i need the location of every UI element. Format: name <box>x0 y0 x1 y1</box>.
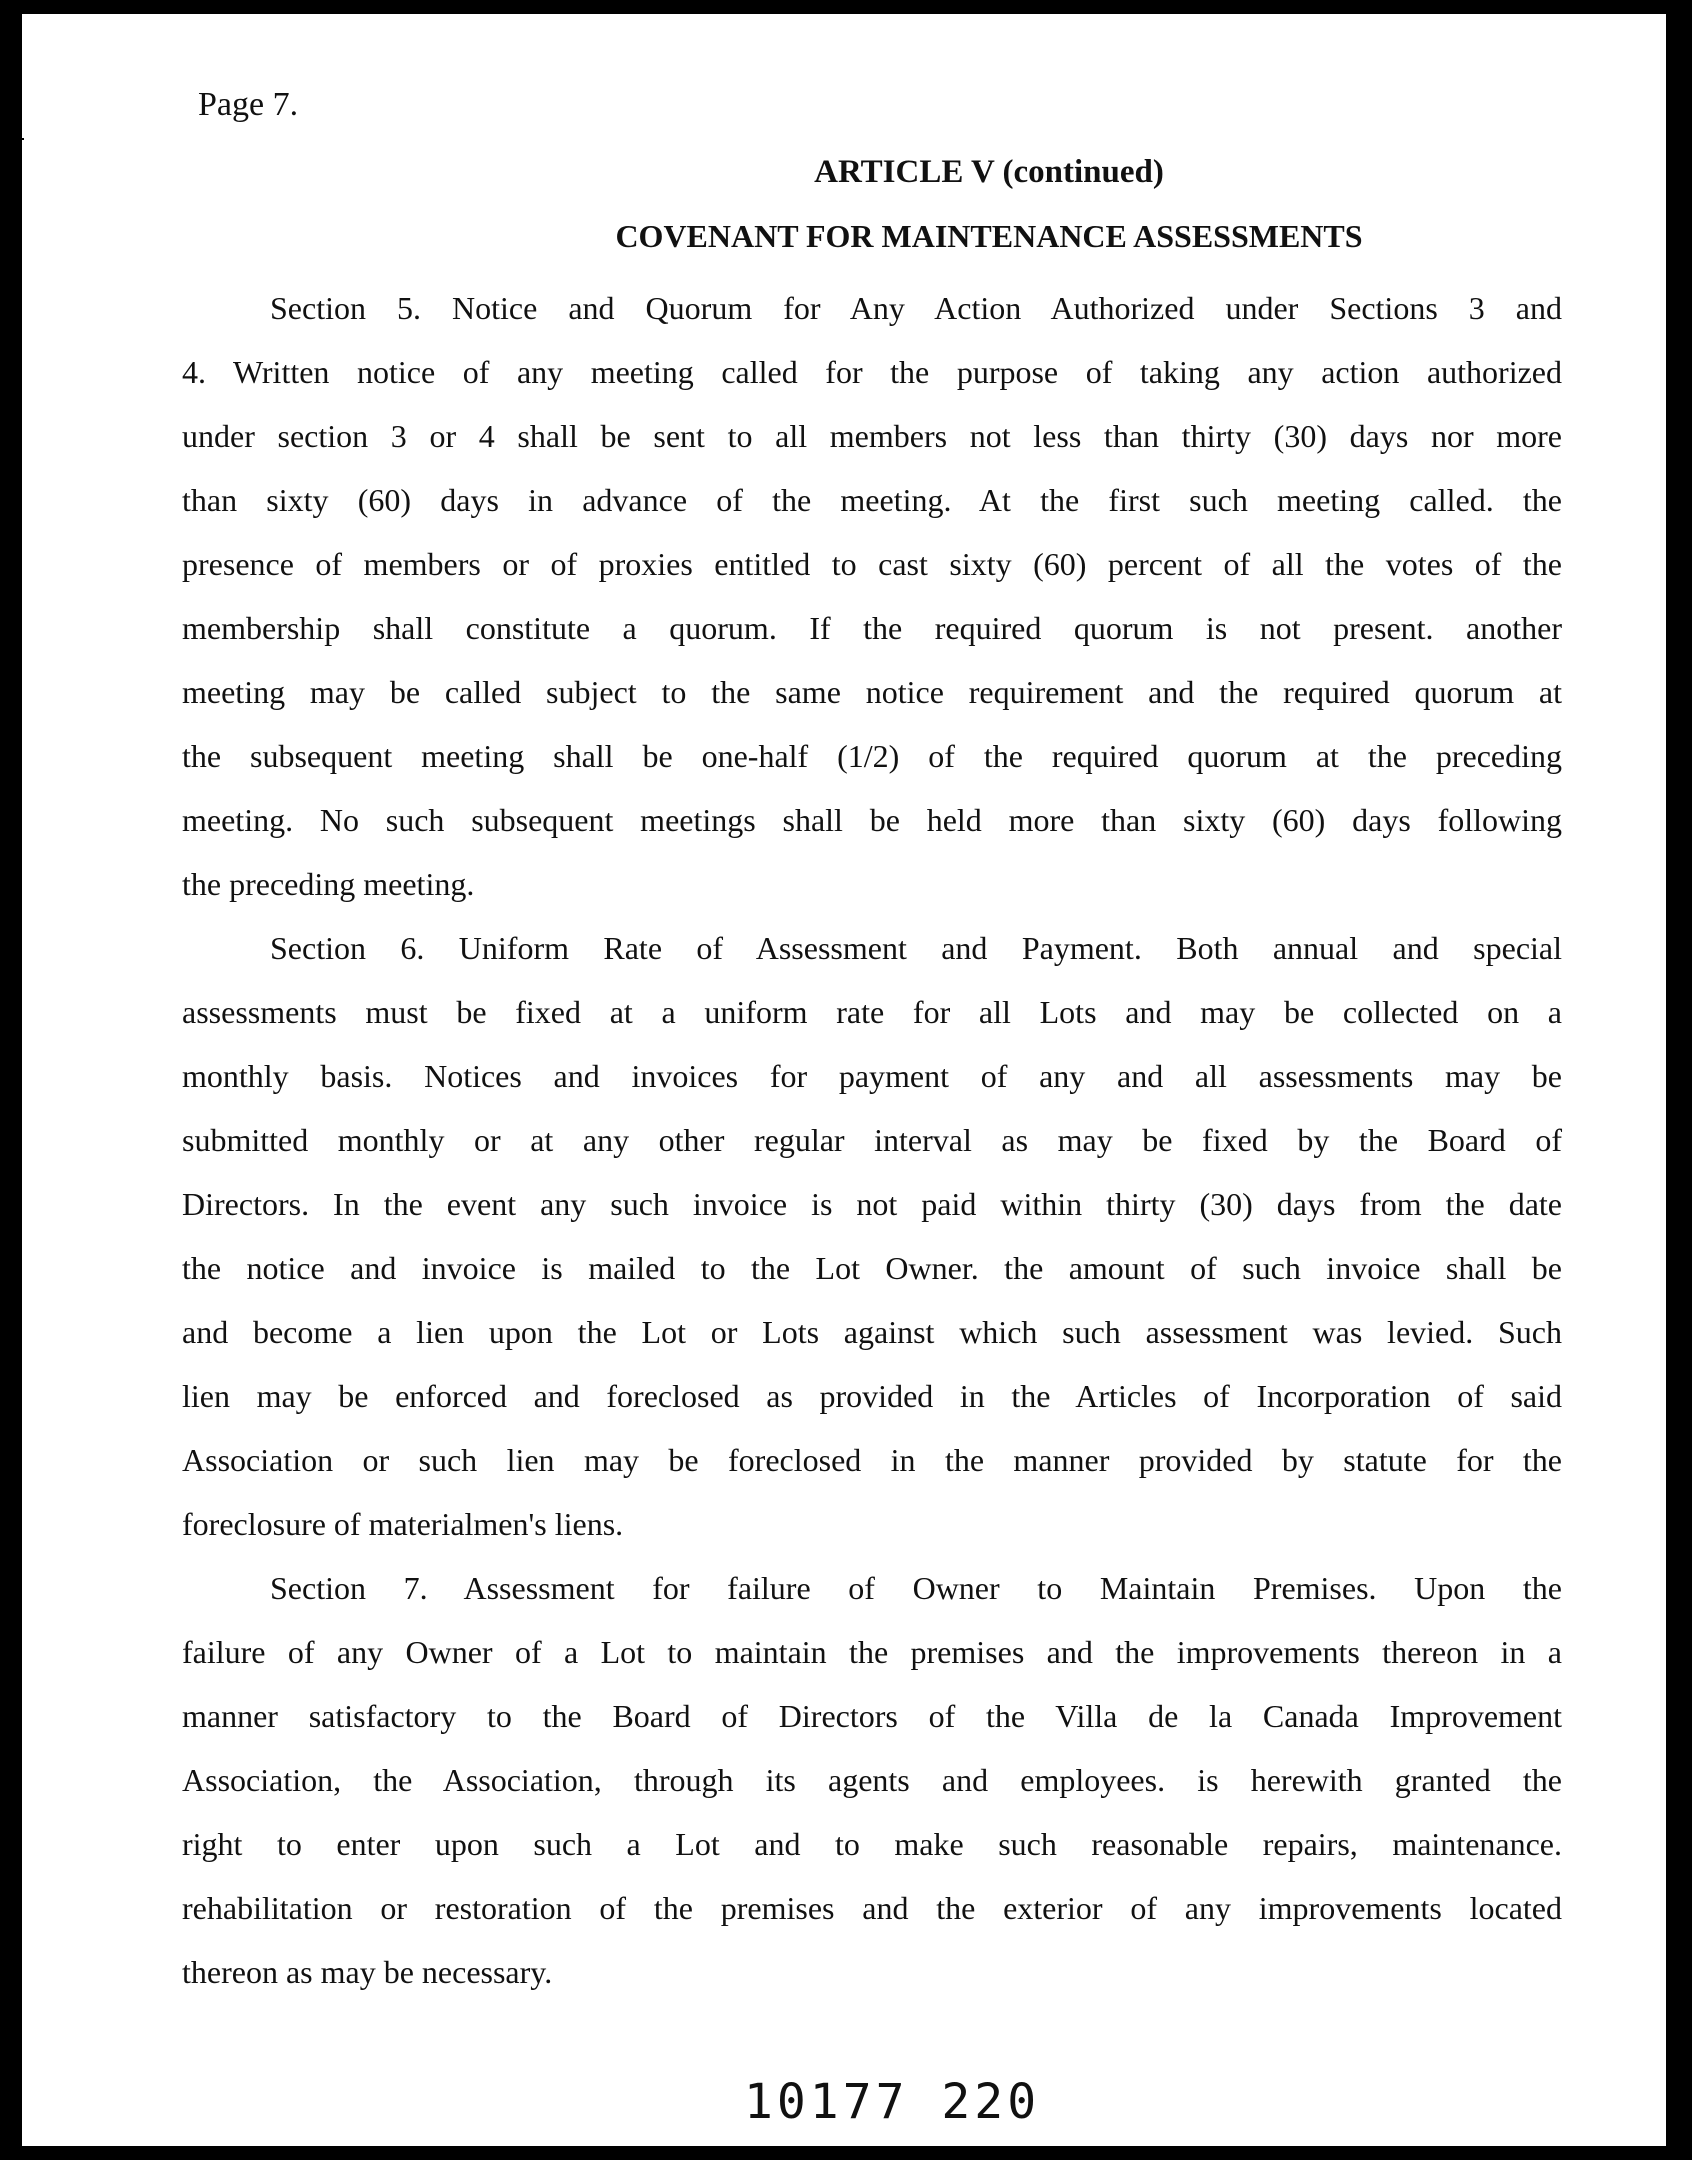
text-line: Section 7. Assessment for failure of Owner to Maintain Premises. Upon the <box>270 1570 1562 1606</box>
section-6-paragraph <box>182 916 1562 1556</box>
text-line: foreclosure of materialmen's liens. <box>182 1506 624 1542</box>
text-line: Association, the Association, through its agents and employees. is herewith granted the <box>182 1762 1562 1798</box>
text-line: Directors. In the event any such invoice is not paid within thirty (30) days from the date <box>182 1186 1562 1222</box>
text-line: membership shall constitute a quorum. If the required quorum is not present. another <box>182 610 1562 646</box>
recording-number: 10177 220 <box>744 2074 1041 2130</box>
text-line: under section 3 or 4 shall be sent to all members not less than thirty (30) days nor more <box>182 418 1562 454</box>
scan-speck <box>0 138 24 140</box>
text-line: Section 5. Notice and Quorum for Any Action Authorized under Sections 3 and <box>270 290 1562 326</box>
text-line: lien may be enforced and foreclosed as provided in the Articles of Incorporation of said <box>182 1378 1562 1414</box>
text-line: assessments must be fixed at a uniform rate for all Lots and may be collected on a <box>182 994 1562 1030</box>
text-line: failure of any Owner of a Lot to maintain the premises and the improvements thereon in a <box>182 1634 1562 1670</box>
text-line: rehabilitation or restoration of the premises and the exterior of any improvements located <box>182 1890 1562 1926</box>
article-heading: ARTICLE V (continued) <box>814 154 1164 190</box>
scan-speck <box>0 820 20 823</box>
text-line: meeting. No such subsequent meetings shall be held more than sixty (60) days following <box>182 802 1562 838</box>
text-line: the preceding meeting. <box>182 866 475 902</box>
text-line: presence of members or of proxies entitled to cast sixty (60) percent of all the votes of the <box>182 546 1562 582</box>
section-5-paragraph <box>182 276 1562 916</box>
text-line: monthly basis. Notices and invoices for payment of any and all assessments may be <box>182 1058 1562 1094</box>
page-label: Page 7. <box>198 86 299 123</box>
text-line: Section 6. Uniform Rate of Assessment and Payment. Both annual and special <box>270 930 1562 966</box>
text-line: than sixty (60) days in advance of the meeting. At the first such meeting called. the <box>182 482 1562 518</box>
text-line: manner satisfactory to the Board of Directors of the Villa de la Canada Improvement <box>182 1698 1562 1734</box>
text-line: the notice and invoice is mailed to the Lot Owner. the amount of such invoice shall be <box>182 1250 1562 1286</box>
text-line: the subsequent meeting shall be one-half (1/2) of the required quorum at the preceding <box>182 738 1562 774</box>
text-line: 4. Written notice of any meeting called for the purpose of taking any action authorized <box>182 354 1562 390</box>
document-page <box>22 14 1666 2146</box>
scan-speck <box>1670 1220 1692 1222</box>
section-7-paragraph <box>182 1556 1562 2004</box>
text-line: Association or such lien may be foreclosed in the manner provided by statute for the <box>182 1442 1562 1478</box>
covenant-heading: COVENANT FOR MAINTENANCE ASSESSMENTS <box>615 218 1363 254</box>
text-line: thereon as may be necessary. <box>182 1954 553 1990</box>
text-line: submitted monthly or at any other regular interval as may be fixed by the Board of <box>182 1122 1562 1158</box>
text-line: meeting may be called subject to the same notice requirement and the required quorum at <box>182 674 1562 710</box>
text-line: right to enter upon such a Lot and to make such reasonable repairs, maintenance. <box>182 1826 1562 1862</box>
text-line: and become a lien upon the Lot or Lots against which such assessment was levied. Such <box>182 1314 1562 1350</box>
